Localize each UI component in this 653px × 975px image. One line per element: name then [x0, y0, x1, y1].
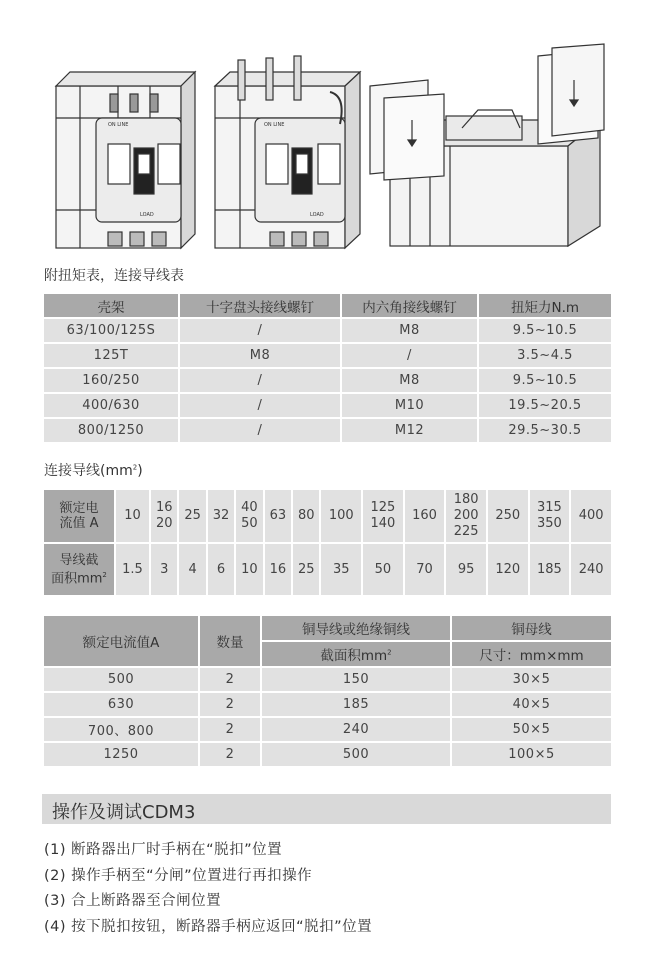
wire-area-row [44, 544, 611, 595]
busbar-cell: 30×5 [452, 668, 611, 691]
area-cell: 16 [265, 544, 291, 595]
operation-step: (3) 合上断路器至合闸位置 [44, 893, 222, 909]
header-size: 尺寸：mm×mm [452, 642, 611, 666]
section-area-text: 截面积mm [320, 648, 388, 664]
current-value: 10 [124, 508, 141, 523]
current-value: 100 [328, 508, 354, 523]
busbar-cell: 100×5 [452, 743, 611, 766]
breaker2-line-label: ON LINE [264, 122, 285, 128]
current-cell [571, 490, 611, 542]
busbar-cell: 50×5 [452, 718, 611, 741]
breaker-with-terminals-view [215, 56, 360, 248]
header-torque: 扭矩力N.m [479, 294, 611, 317]
current-value: 50 [241, 516, 258, 531]
current-value: 225 [453, 524, 479, 539]
header-frame: 壳架 [44, 294, 178, 317]
header-quantity: 数量 [200, 616, 260, 666]
torque-header-row [44, 294, 611, 317]
current-header-line2: 流值 A [59, 516, 99, 531]
breaker1-load-label: LOAD [140, 212, 154, 218]
torque-row [44, 394, 611, 417]
wire-table-title [44, 460, 143, 480]
area-header-line1: 导线截 [59, 552, 99, 568]
torque-cell: M8 [342, 369, 477, 392]
current-value: 25 [184, 508, 201, 523]
busbar-row [44, 668, 611, 691]
busbar-cell: 150 [262, 668, 450, 691]
area-row-header [44, 544, 114, 595]
busbar-cell: 240 [262, 718, 450, 741]
busbar-cell: 500 [44, 668, 198, 691]
header-hex-screw: 内六角接线螺钉 [342, 294, 477, 317]
torque-cell: / [180, 369, 340, 392]
breaker-with-barriers-view [370, 44, 604, 246]
area-cell: 50 [363, 544, 403, 595]
area-header-sup: 2 [102, 570, 107, 579]
torque-cell: M10 [342, 394, 477, 417]
current-row-header [44, 490, 114, 542]
area-cell: 10 [236, 544, 262, 595]
area-cell: 70 [405, 544, 445, 595]
current-value: 315 [536, 500, 562, 515]
current-value: 125 [370, 500, 396, 515]
current-value: 16 [155, 500, 173, 515]
torque-cell: / [180, 319, 340, 342]
current-cell [151, 490, 177, 542]
current-cell [530, 490, 570, 542]
torque-cell: 160/250 [44, 369, 178, 392]
current-cell [446, 490, 486, 542]
section-title: 操作及调试CDM3 [52, 802, 196, 823]
torque-row [44, 419, 611, 442]
area-cell: 185 [530, 544, 570, 595]
area-cell: 3 [151, 544, 177, 595]
current-cell [488, 490, 528, 542]
torque-cell: M12 [342, 419, 477, 442]
busbar-header-row1 [44, 616, 611, 640]
current-cell [363, 490, 403, 542]
busbar-table [42, 614, 613, 768]
busbar-row [44, 718, 611, 741]
busbar-cell: 700、800 [44, 718, 198, 741]
operation-steps-list [44, 838, 372, 940]
area-cell: 1.5 [116, 544, 149, 595]
breaker-front-view [56, 72, 195, 248]
area-cell: 120 [488, 544, 528, 595]
current-value: 63 [269, 508, 287, 523]
busbar-row [44, 743, 611, 766]
torque-table [42, 292, 613, 444]
section-area-sup: 2 [387, 648, 392, 657]
breaker2-load-label: LOAD [310, 212, 324, 218]
busbar-cell: 40×5 [452, 693, 611, 716]
torque-row [44, 369, 611, 392]
torque-cell: 63/100/125S [44, 319, 178, 342]
header-cross-screw: 十字盘头接线螺钉 [180, 294, 340, 317]
current-cell [116, 490, 149, 542]
header-copper-wire: 铜导线或绝缘铜线 [262, 616, 450, 640]
current-value: 40 [241, 500, 258, 515]
current-cell [293, 490, 319, 542]
current-value: 80 [297, 508, 315, 523]
wire-current-row [44, 490, 611, 542]
current-value: 400 [578, 508, 604, 523]
busbar-cell: 630 [44, 693, 198, 716]
busbar-cell: 2 [200, 718, 260, 741]
current-cell [179, 490, 205, 542]
current-value: 160 [412, 508, 437, 523]
busbar-row [44, 693, 611, 716]
current-value: 180 [453, 492, 479, 507]
busbar-cell: 185 [262, 693, 450, 716]
header-copper-bar: 铜母线 [452, 616, 611, 640]
torque-cell: / [342, 344, 477, 367]
current-value: 20 [155, 516, 173, 531]
header-section-area [262, 642, 450, 666]
torque-cell: 9.5~10.5 [479, 369, 611, 392]
torque-cell: 125T [44, 344, 178, 367]
area-header-line2: 面积mm [51, 571, 103, 587]
current-cell [208, 490, 234, 542]
busbar-cell: 1250 [44, 743, 198, 766]
operation-step: (1) 断路器出厂时手柄在“脱扣”位置 [44, 842, 283, 858]
breaker-illustration [0, 0, 653, 262]
torque-cell: 29.5~30.5 [479, 419, 611, 442]
current-value: 140 [370, 516, 396, 531]
wire-title-sup: 2 [132, 463, 138, 472]
torque-cell: 400/630 [44, 394, 178, 417]
wire-table [42, 488, 613, 597]
busbar-cell: 500 [262, 743, 450, 766]
torque-cell: 19.5~20.5 [479, 394, 611, 417]
torque-cell: 3.5~4.5 [479, 344, 611, 367]
wire-title-text: 连接导线(mm [44, 463, 133, 479]
torque-cell: / [180, 394, 340, 417]
operation-step: (4) 按下脱扣按钮，断路器手柄应返回“脱扣”位置 [44, 918, 373, 935]
header-rated-current: 额定电流值A [44, 616, 198, 666]
current-value: 200 [453, 508, 479, 523]
area-cell: 95 [446, 544, 486, 595]
torque-table-title: 附扭矩表，连接导线表 [44, 268, 184, 284]
torque-row [44, 344, 611, 367]
torque-cell: M8 [180, 344, 340, 367]
busbar-cell: 2 [200, 693, 260, 716]
current-value: 350 [536, 516, 562, 531]
busbar-cell: 2 [200, 743, 260, 766]
current-cell [321, 490, 361, 542]
operation-step: (2) 操作手柄至“分闸”位置进行再扣操作 [44, 867, 313, 884]
current-value: 32 [212, 508, 230, 523]
torque-row [44, 319, 611, 342]
torque-cell: 800/1250 [44, 419, 178, 442]
torque-cell: M8 [342, 319, 477, 342]
torque-cell: 9.5~10.5 [479, 319, 611, 342]
section-header-bar [42, 794, 611, 824]
area-cell: 6 [208, 544, 234, 595]
current-value: 250 [495, 508, 521, 523]
area-cell: 35 [321, 544, 361, 595]
busbar-cell: 2 [200, 668, 260, 691]
area-cell: 4 [179, 544, 205, 595]
current-cell [236, 490, 262, 542]
current-cell [405, 490, 445, 542]
area-cell: 240 [571, 544, 611, 595]
current-header-line1: 额定电 [59, 501, 99, 516]
breaker1-line-label: ON LINE [108, 122, 129, 128]
area-cell: 25 [293, 544, 319, 595]
current-cell [265, 490, 291, 542]
wire-title-end: ) [137, 463, 143, 479]
torque-cell: / [180, 419, 340, 442]
